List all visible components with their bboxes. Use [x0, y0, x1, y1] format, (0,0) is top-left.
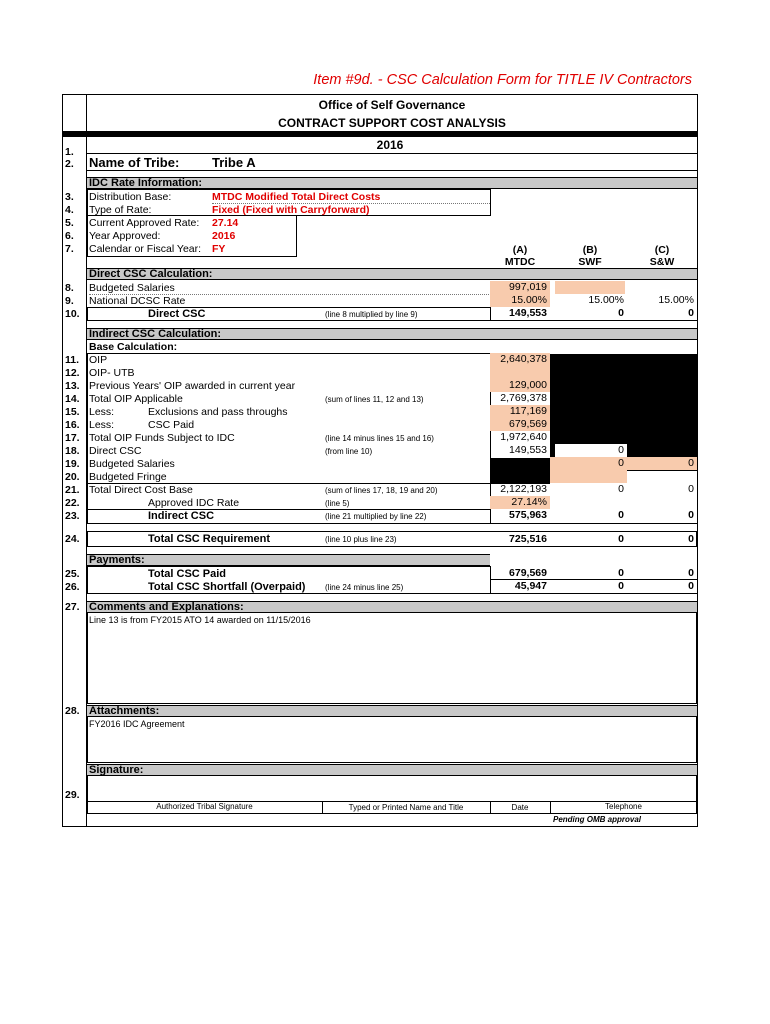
l18-note: (from line 10)	[325, 447, 373, 456]
line-number: 14.	[65, 393, 80, 405]
col-c-name: S&W	[649, 256, 675, 268]
l23-label: Indirect CSC	[148, 510, 215, 522]
year-heading: 2016	[376, 138, 404, 152]
typed-name-label: Typed or Printed Name and Title	[348, 803, 464, 812]
telephone-label: Telephone	[605, 802, 642, 811]
line-number: 21.	[65, 484, 80, 496]
l15-a: 117,169	[490, 405, 550, 418]
type-value: Fixed (Fixed with Carryforward)	[212, 204, 370, 216]
l17-a: 1,972,640	[500, 431, 547, 443]
l19-label: Budgeted Salaries	[89, 458, 175, 470]
rule	[490, 593, 697, 594]
l14-a: 2,769,378	[500, 392, 547, 404]
l10-a: 149,553	[509, 307, 547, 319]
type-label: Type of Rate:	[89, 204, 152, 216]
l21-b: 0	[618, 483, 624, 495]
line-number: 13.	[65, 380, 80, 392]
l19-b: 0	[550, 457, 627, 470]
line-number: 28.	[65, 705, 80, 717]
l13-a: 129,000	[490, 379, 550, 392]
rule	[490, 523, 697, 524]
l17-label: Total OIP Funds Subject to IDC	[89, 432, 235, 444]
line-number: 16.	[65, 419, 80, 431]
line-number: 8.	[65, 282, 74, 294]
l25-label: Total CSC Paid	[148, 568, 227, 580]
col-b-letter: (B)	[582, 244, 598, 256]
l24-c: 0	[688, 533, 694, 545]
attachments-heading: Attachments:	[89, 705, 160, 717]
line-number: 15.	[65, 406, 80, 418]
l25-b: 0	[618, 567, 624, 579]
l26-b: 0	[618, 580, 624, 592]
l26-c: 0	[688, 580, 694, 592]
line-number: 18.	[65, 445, 80, 457]
l8-b	[555, 281, 625, 294]
l10-b: 0	[618, 307, 624, 319]
form-title: Item #9d. - CSC Calculation Form for TITLE IV Contractors	[313, 72, 692, 88]
l14-label: Total OIP Applicable	[89, 393, 183, 405]
l15-sub: Exclusions and pass throughs	[148, 406, 288, 418]
idc-heading: IDC Rate Information:	[89, 177, 203, 189]
line-number: 17.	[65, 432, 80, 444]
line-number: 6.	[65, 230, 74, 242]
l21-c: 0	[688, 483, 694, 495]
l10-c: 0	[688, 307, 694, 319]
l14-note: (sum of lines 11, 12 and 13)	[325, 395, 424, 404]
line-number: 24.	[65, 533, 80, 545]
line-number: 27.	[65, 601, 80, 613]
col-a-name: MTDC	[504, 256, 536, 268]
l26-a: 45,947	[514, 580, 547, 592]
col-a-letter: (A)	[512, 244, 528, 256]
line-number: 9.	[65, 295, 74, 307]
comments-text: Line 13 is from FY2015 ATO 14 awarded on 11/15/2016	[89, 615, 311, 625]
line-number: 20.	[65, 471, 80, 483]
l23-b: 0	[618, 509, 624, 521]
line-number: 22.	[65, 497, 80, 509]
l23-note: (line 21 multiplied by line 22)	[325, 512, 427, 521]
l24-note: (line 10 plus line 23)	[325, 535, 397, 544]
tribe-label: Name of Tribe:	[89, 155, 180, 170]
rule	[490, 579, 697, 580]
l9-label: National DCSC Rate	[89, 295, 186, 307]
l19-c: 0	[627, 457, 697, 470]
l18-a: 149,553	[509, 444, 547, 456]
l9-b: 15.00%	[588, 294, 624, 306]
line-number: 3.	[65, 191, 74, 203]
rule	[87, 170, 697, 171]
l18-b: 0	[555, 444, 627, 457]
l8-label: Budgeted Salaries	[89, 282, 175, 294]
rule	[490, 320, 697, 321]
cal-label: Calendar or Fiscal Year:	[89, 243, 202, 255]
l26-label: Total CSC Shortfall (Overpaid)	[148, 581, 306, 593]
line-number: 26.	[65, 581, 80, 593]
line-number: 7.	[65, 243, 74, 255]
l25-a: 679,569	[509, 567, 547, 579]
pending-omb-note: Pending OMB approval	[553, 815, 642, 824]
l24-b: 0	[618, 533, 624, 545]
l12-label: OIP- UTB	[89, 367, 135, 379]
blacked-out-cells	[490, 458, 550, 484]
l9-c: 15.00%	[658, 294, 694, 306]
l23-c: 0	[688, 509, 694, 521]
header-bar	[63, 131, 697, 137]
col-b-name: SWF	[578, 256, 602, 268]
l26-note: (line 24 minus line 25)	[325, 583, 404, 592]
l21-label: Total Direct Cost Base	[89, 484, 193, 496]
comments-heading: Comments and Explanations:	[89, 601, 244, 613]
l20-b	[550, 470, 627, 483]
line-number: 4.	[65, 204, 74, 216]
year-label: Year Approved:	[89, 230, 161, 242]
rule	[87, 509, 491, 510]
analysis-heading: CONTRACT SUPPORT COST ANALYSIS	[278, 116, 506, 130]
l8-a: 997,019	[490, 281, 550, 294]
line-number: 11.	[65, 354, 80, 366]
rate-label: Current Approved Rate:	[89, 217, 200, 229]
l11-a: 2,640,378	[490, 353, 550, 366]
l25-c: 0	[688, 567, 694, 579]
l22-label: Approved IDC Rate	[148, 497, 240, 509]
tribe-name: Tribe A	[212, 155, 256, 170]
l13-label: Previous Years' OIP awarded in current year	[89, 380, 296, 392]
section-bar	[87, 554, 490, 566]
l22-note: (line 5)	[325, 499, 350, 508]
attachments-text: FY2016 IDC Agreement	[89, 719, 185, 729]
l10-label: Direct CSC	[148, 308, 206, 320]
l11-label: OIP	[89, 354, 108, 366]
office-heading: Office of Self Governance	[318, 98, 466, 112]
rate-box	[87, 483, 491, 524]
line-number: 12.	[65, 367, 80, 379]
l20-label: Budgeted Fringe	[89, 471, 167, 483]
line-number: 19.	[65, 458, 80, 470]
l10-note: (line 8 multiplied by line 9)	[325, 310, 418, 319]
l16-a: 679,569	[490, 418, 550, 431]
line-number: 1.	[65, 146, 74, 158]
auth-signature-label: Authorized Tribal Signature	[156, 802, 253, 811]
date-label: Date	[511, 803, 529, 812]
rate-value: 27.14	[212, 217, 239, 229]
l16-sub: CSC Paid	[148, 419, 195, 431]
l9-a: 15.00%	[490, 294, 550, 307]
line-number: 10.	[65, 308, 80, 320]
col-c-letter: (C)	[654, 244, 670, 256]
rule	[212, 203, 490, 204]
l21-note: (sum of lines 17, 18, 19 and 20)	[325, 486, 438, 495]
line-number: 29.	[65, 789, 80, 801]
base-box	[87, 353, 491, 484]
payments-heading: Payments:	[89, 554, 145, 566]
year-value: 2016	[212, 230, 236, 242]
line-number: 2.	[65, 158, 74, 170]
signature-heading: Signature:	[89, 764, 144, 776]
payments-box	[87, 566, 491, 594]
l15-label: Less:	[89, 406, 115, 418]
l12-a	[490, 366, 550, 379]
comments-box[interactable]	[87, 612, 697, 704]
cal-value: FY	[212, 243, 226, 255]
rule	[89, 294, 489, 295]
l18-label: Direct CSC	[89, 445, 142, 457]
l16-label: Less:	[89, 419, 115, 431]
direct-heading: Direct CSC Calculation:	[89, 268, 213, 280]
indirect-heading: Indirect CSC Calculation:	[89, 328, 222, 340]
line-number: 23.	[65, 510, 80, 522]
l22-a: 27.14%	[490, 496, 550, 509]
rule	[87, 153, 697, 154]
l17-note: (line 14 minus lines 15 and 16)	[325, 434, 434, 443]
base-heading: Base Calculation:	[89, 341, 178, 353]
distribution-label: Distribution Base:	[89, 191, 172, 203]
l24-label: Total CSC Requirement	[148, 533, 271, 545]
distribution-value: MTDC Modified Total Direct Costs	[212, 191, 381, 203]
l21-a: 2,122,193	[500, 483, 547, 495]
l24-a: 725,516	[509, 533, 547, 545]
line-number: 5.	[65, 217, 74, 229]
l23-a: 575,963	[509, 509, 547, 521]
l10-box	[87, 307, 491, 321]
line-number: 25.	[65, 568, 80, 580]
